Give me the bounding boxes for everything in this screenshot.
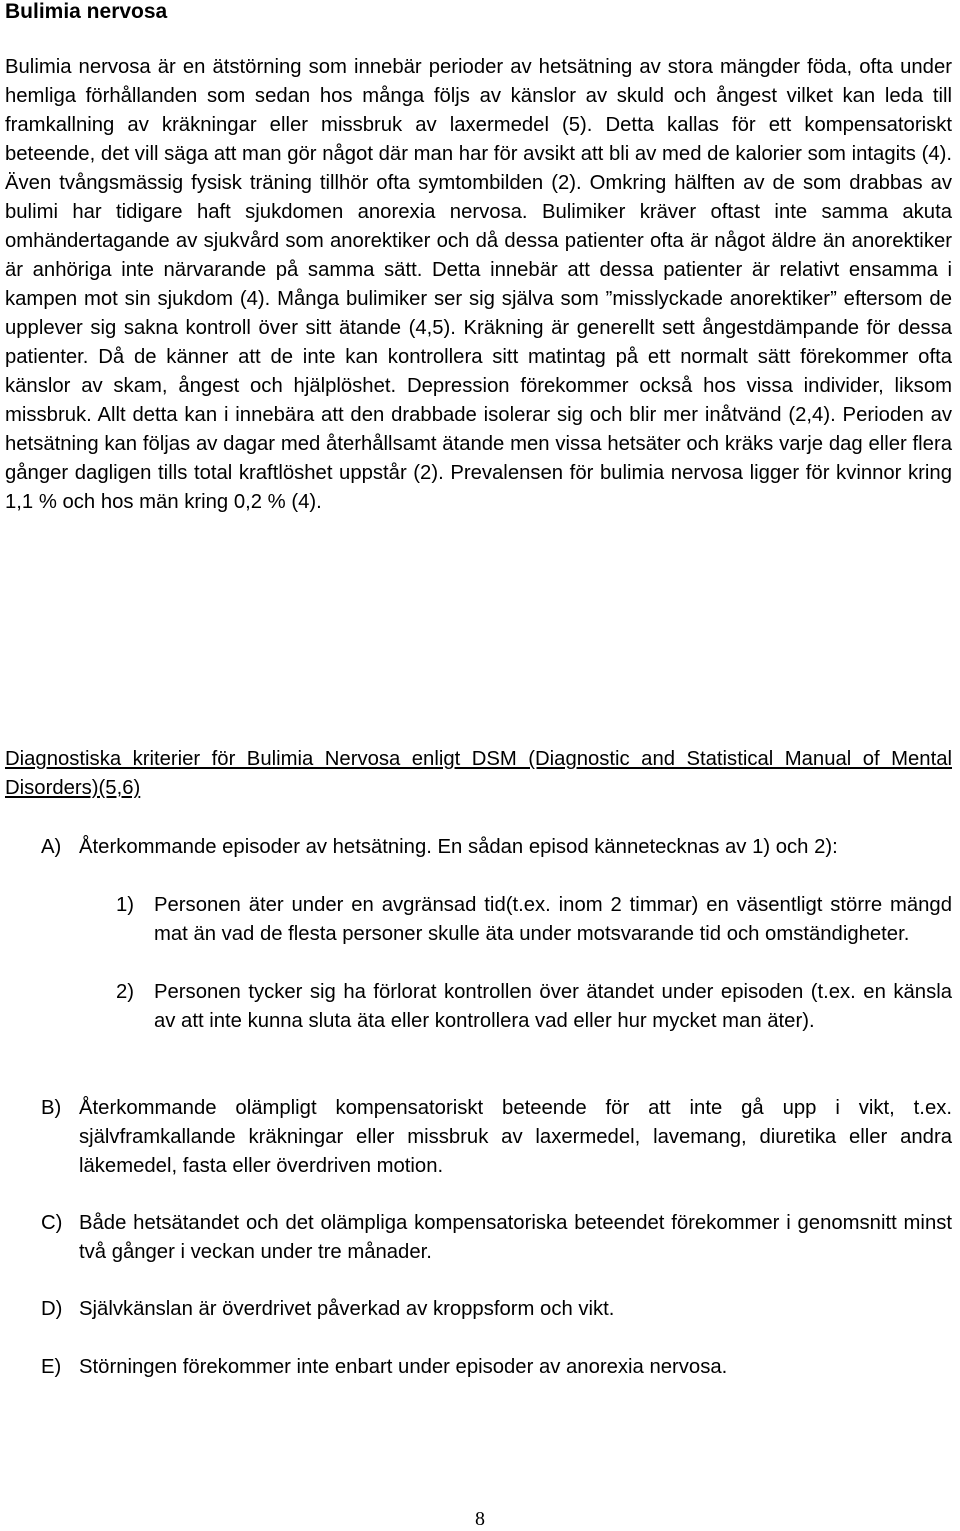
criterion-letter: D): [41, 1298, 63, 1320]
page-number: 8: [475, 1508, 485, 1530]
criterion-a-subitem-1: [116, 891, 952, 949]
criterion-text: Återkommande olämpligt kompensatoriskt beteende för att inte gå upp i vikt, t.ex. självframkallande kräkningar eller missbruk av laxermedel, lavemang, diuretika eller andra läkemedel, fasta eller överdriven motion.: [79, 1097, 952, 1177]
criterion-text: Både hetsätandet och det olämpliga kompensatoriska beteendet förekommer i genomsnitt minst två gånger i veckan under tre månader.: [79, 1212, 952, 1263]
criterion-a: [41, 833, 952, 862]
criterion-text: Återkommande episoder av hetsätning. En sådan episod kännetecknas av 1) och 2):: [79, 836, 838, 858]
subitem-number: 2): [116, 981, 135, 1003]
criterion-e: [41, 1353, 952, 1382]
subitem-text: Personen tycker sig ha förlorat kontrollen över ätandet under episoden (t.ex. en känsla av att inte kunna sluta äta eller kontrollera vad eller hur mycket man äter).: [154, 981, 952, 1032]
subitem-number: 1): [116, 894, 135, 916]
criterion-letter: B): [41, 1097, 62, 1119]
criterion-c: [41, 1209, 952, 1267]
subitem-text: Personen äter under en avgränsad tid(t.ex. inom 2 timmar) en väsentligt större mängd mat än vad de flesta personer skulle äta under motsvarande tid och omständigheter.: [154, 894, 952, 945]
page-heading: Bulimia nervosa: [5, 0, 168, 23]
criterion-a-subitem-2: [116, 978, 952, 1036]
criterion-b: [41, 1094, 952, 1181]
criterion-text: Störningen förekommer inte enbart under episoder av anorexia nervosa.: [79, 1356, 728, 1378]
body-paragraph: Bulimia nervosa är en ätstörning som innebär perioder av hetsätning av stora mängder föda, ofta under hemliga förhållanden som sedan hos många följs av känslor av skuld och ångest vilket kan leda till framkallning av kräkningar eller missbruk av laxermedel (5). Detta kallas för ett kompensatoriskt beteende, det vill säga att man gör något där man har för avsikt att bli av med de kalorier som intagits (4). Även tvångsmässig fysisk träning tillhör ofta symtombilden (2). Omkring hälften av de som drabbas av bulimi har tidigare haft sjukdomen anorexia nervosa. Bulimiker kräver oftast inte samma akuta omhändertagande av sjukvård som anorektiker och då dessa patienter ofta är något äldre än anorektiker är anhöriga inte närvarande på samma sätt. Detta innebär att dessa patienter är relativt ensamma i kampen mot sin sjukdom (4). Många bulimiker ser sig själva som ”misslyckade anorektiker” eftersom de upplever sig sakna kontroll över sitt ätande (4,5). Kräkning är generellt sett ångestdämpande för dessa patienter. Då de känner att de inte kan kontrollera sitt matintag på ett normalt sätt förekommer ofta känslor av skam, ångest och hjälplöshet. Depression förekommer också hos vissa individer, liksom missbruk. Allt detta kan i innebära att den drabbade isolerar sig och blir mer inåtvänd (2,4). Perioden av hetsätning kan följas av dagar med återhållsamt ätande men vissa hetsäter och kräks varje dag eller flera gånger dagligen tills total kraftlöshet uppstår (2). Prevalensen för bulimia nervosa ligger för kvinnor kring 1,1 % och hos män kring 0,2 % (4).: [5, 56, 952, 513]
criterion-d: [41, 1295, 952, 1324]
criterion-letter: A): [41, 836, 62, 858]
criterion-letter: C): [41, 1212, 63, 1234]
section-title: Diagnostiska kriterier för Bulimia Nervosa enligt DSM (Diagnostic and Statistical Manual of Mental Disorders)(5,6): [5, 748, 952, 799]
criterion-letter: E): [41, 1356, 62, 1378]
criterion-text: Självkänslan är överdrivet påverkad av kroppsform och vikt.: [79, 1298, 615, 1320]
